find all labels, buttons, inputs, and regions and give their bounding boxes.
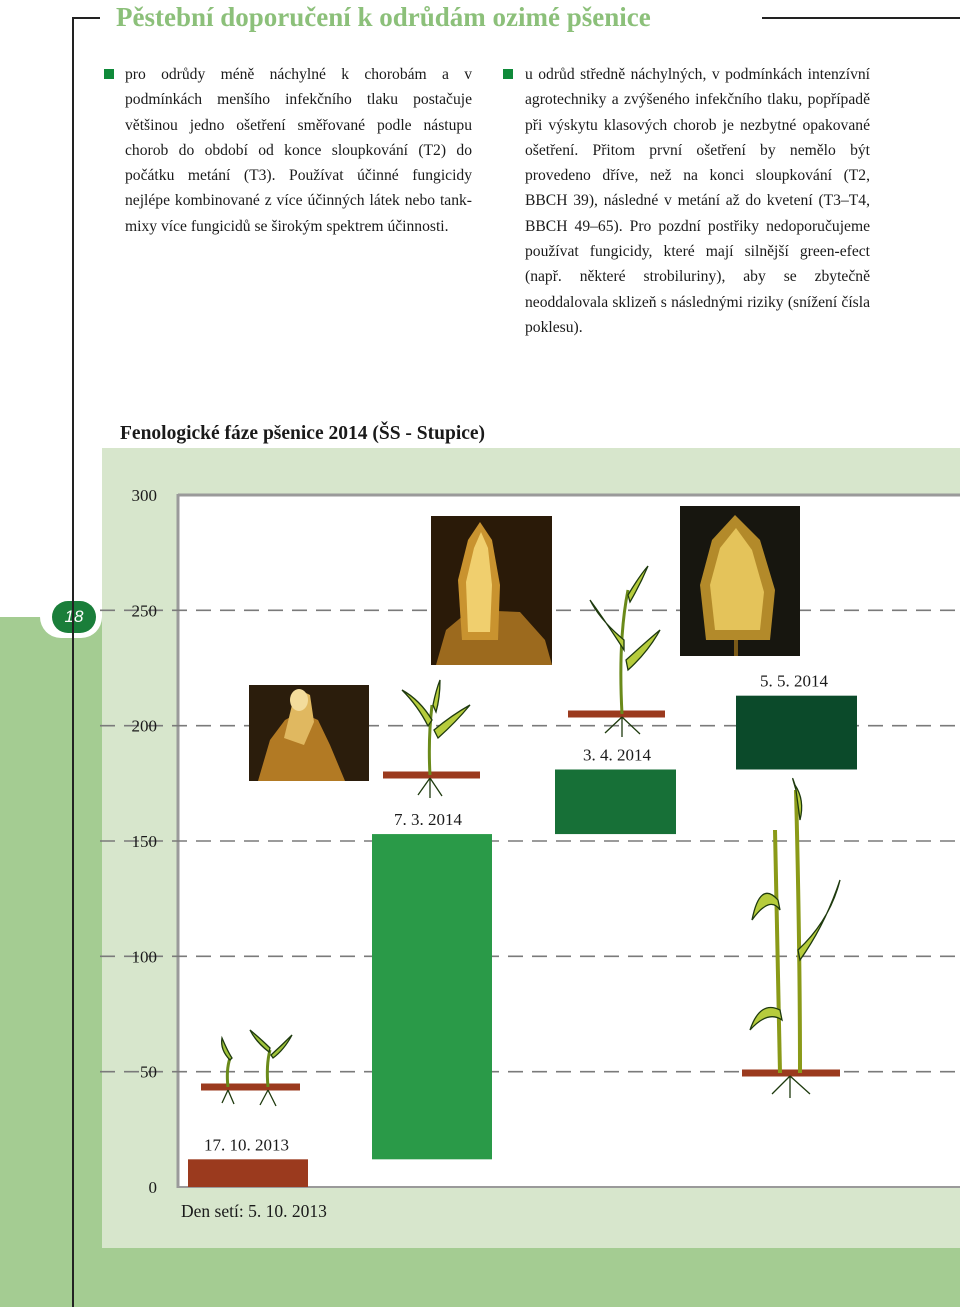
bar-date-label: 3. 4. 2014 — [583, 745, 651, 765]
bar-date-label: 17. 10. 2013 — [204, 1135, 289, 1155]
spike-photo-2 — [431, 516, 552, 665]
y-tick-label: 250 — [131, 601, 157, 621]
left-column-text: pro odrůdy méně náchylné k chorobám a v podmínkách menšího infekčního tlaku postačuje většinou jedno ošetření směřované podle nástupu chorob do období od konce sloupkování (T2) do počátku metání (T3). Používat účinné fungicidy nejlépe kombinované z více účinných látek nebo tank-mixy více fungicidů se širokým spektrem účinnosti. — [125, 66, 472, 235]
bar — [555, 769, 676, 834]
y-tick-label: 0 — [148, 1178, 157, 1197]
bar-date-label: 7. 3. 2014 — [394, 810, 462, 830]
young-plant-illustration — [383, 680, 480, 798]
spike-photo-1 — [249, 685, 369, 781]
frame-line-left — [72, 17, 74, 1307]
heading-plant-illustration — [742, 779, 840, 1098]
y-tick-label: 200 — [131, 716, 157, 736]
page-number: 18 — [52, 601, 96, 633]
bar — [736, 696, 857, 770]
y-tick-label: 100 — [131, 947, 157, 967]
x-axis-label: Den setí: 5. 10. 2013 — [181, 1201, 327, 1221]
chart-title: Fenologické fáze pšenice 2014 (ŠS - Stupice) — [120, 423, 486, 444]
y-tick-label: 300 — [131, 486, 157, 505]
seedling-illustration — [201, 1030, 300, 1106]
bar — [372, 834, 492, 1159]
page-title: Pěstební doporučení k odrůdám ozimé pšenice — [116, 2, 651, 32]
bar — [188, 1159, 308, 1187]
spike-photo-3 — [680, 506, 800, 656]
tillering-plant-illustration — [568, 566, 665, 737]
y-tick-label: 50 — [140, 1062, 157, 1082]
right-column-text: u odrůd středně náchylných, v podmínkách intenzívní agrotechniky a zvýšeného infekčního tlaku, popřípadě při výskytu klasových chorob je nezbytné opakované ošetření. Přitom první ošetření by nemělo být provedeno dříve, než na konci sloupkování (T2, BBCH 39), následné v metání až do kvetení (T3–T4, BBCH 49–65). Pro pozdní postřiky nedoporučujeme používat fungicidy, které mají silnější green-efect (např. některé strobiluriny), aby se zbytečně neoddalovala sklizeň s následnými riziky (snížení čísla poklesu). — [525, 66, 870, 336]
bar-date-label: 5. 5. 2014 — [760, 671, 828, 691]
y-tick-label: 150 — [131, 832, 157, 851]
